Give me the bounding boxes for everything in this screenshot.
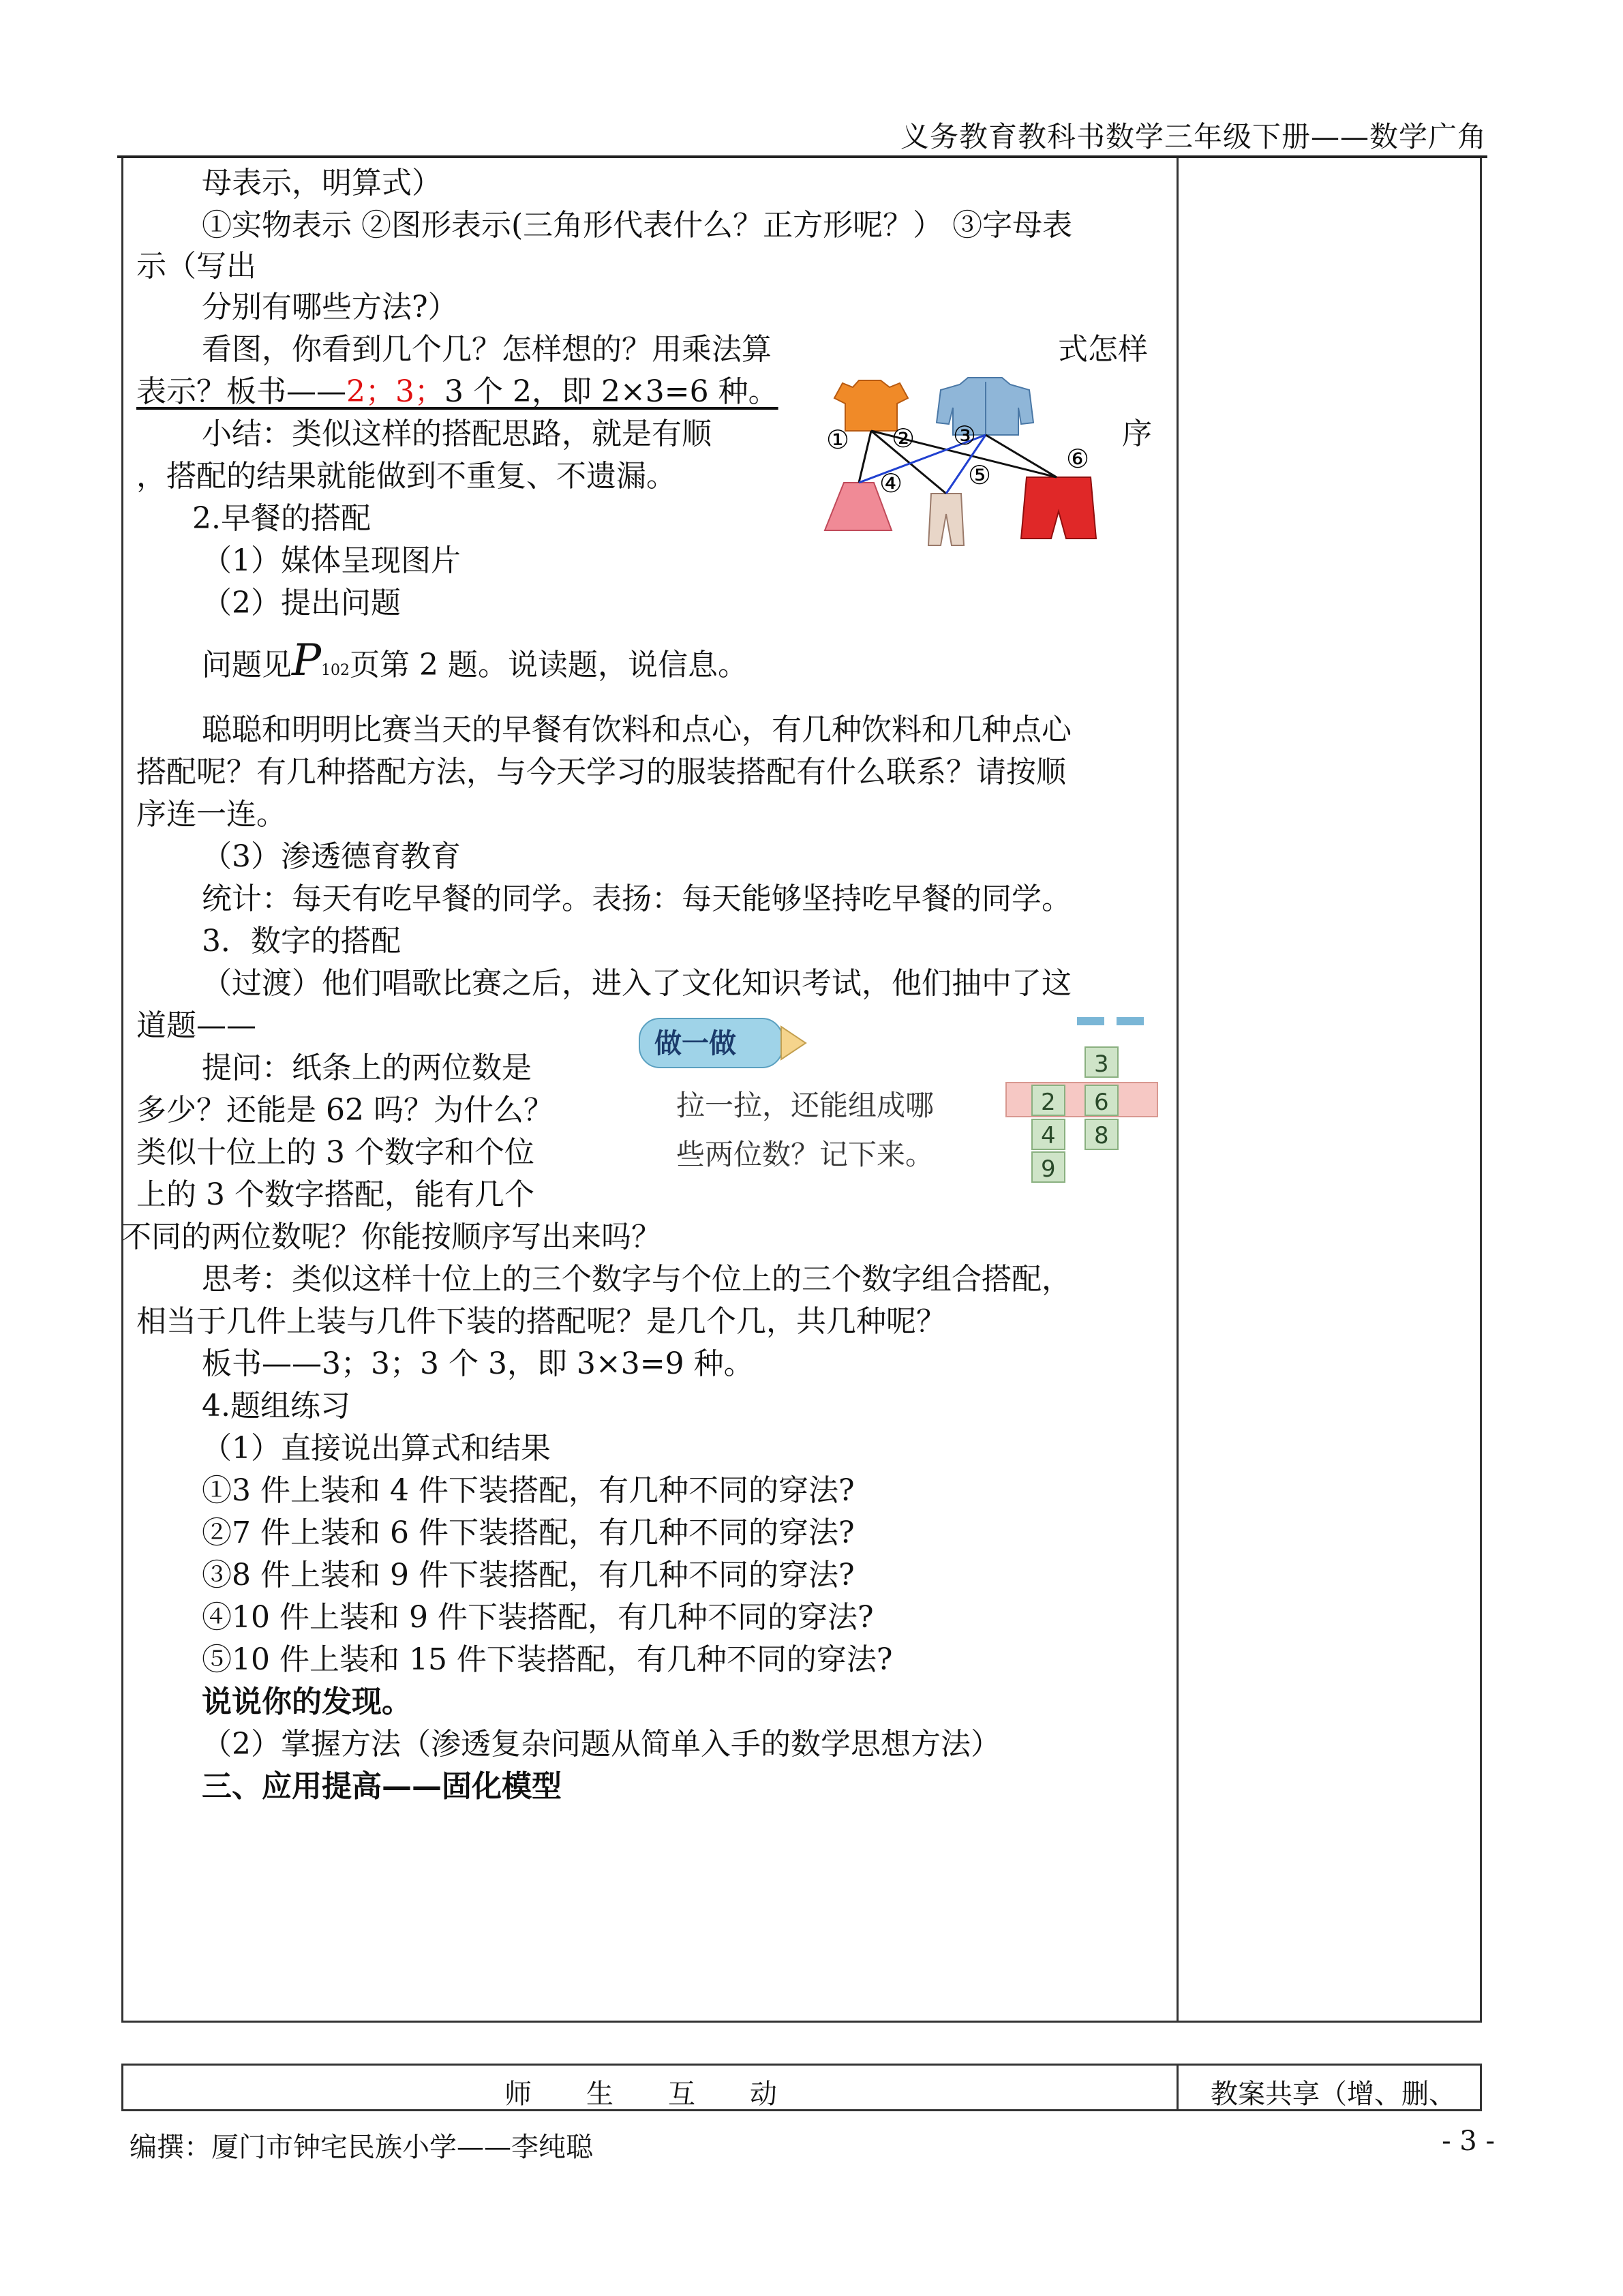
text-line: 相当于几件上装与几件下装的搭配呢？是几个几，共几种呢？ <box>136 1304 946 1339</box>
footer-divider <box>1177 2064 1179 2111</box>
interaction-header: 师 生 互 动 <box>504 2079 777 2110</box>
exercise-item: ①3 件上装和 4 件下装搭配，有几种不同的穿法? <box>202 1473 855 1508</box>
text-line: （2）提出问题 <box>202 586 401 620</box>
text-line: ①实物表示 ②图形表示(三角形代表什么？正方形呢？） ③字母表 <box>202 208 1073 243</box>
red-highlight: 2；3； <box>346 374 444 409</box>
text-line: （1）媒体呈现图片 <box>202 543 461 578</box>
ones-digit: 6 <box>1094 1089 1109 1116</box>
jacket-icon <box>937 378 1033 435</box>
top-mark <box>1077 1017 1104 1025</box>
exercise-item: ②7 件上装和 6 件下装搭配，有几种不同的穿法? <box>202 1515 855 1550</box>
page-number: - 3 - <box>1442 2126 1495 2157</box>
text-line: 提问：纸条上的两位数是 <box>202 1051 532 1085</box>
text-line: 序连一连。 <box>136 797 286 832</box>
match-label: ⑥ <box>1066 444 1090 474</box>
text-line: 统计：每天有吃早餐的同学。表扬：每天能够坚持吃早餐的同学。 <box>202 881 1072 916</box>
ones-digit: 8 <box>1094 1122 1109 1149</box>
section-heading: 三、应用提高——固化模型 <box>202 1769 562 1804</box>
tens-digit: 2 <box>1041 1089 1056 1116</box>
match-label: ⑤ <box>968 460 992 490</box>
text-line: 类似十位上的 3 个数字和个位 <box>136 1135 534 1170</box>
text-line: ，搭配的结果就能做到不重复、不遗漏。 <box>136 459 676 494</box>
section-heading: 3．数字的搭配 <box>202 924 401 958</box>
header-title: 义务教育教科书数学三年级下册——数学广角 <box>900 120 1487 153</box>
shorts-icon <box>1021 477 1096 539</box>
text-line: 上的 3 个数字搭配，能有几个 <box>136 1177 534 1212</box>
text-line: （2）掌握方法（渗透复杂问题从简单入手的数学思想方法） <box>202 1727 1001 1762</box>
caption-line-2: 些两位数？记下来。 <box>676 1138 935 1171</box>
text-line: 母表示，明算式） <box>202 166 442 200</box>
text-line: 示（写出 <box>136 249 256 284</box>
text-line: 式怎样 <box>1058 332 1148 367</box>
board-writing-line <box>136 371 778 413</box>
page-subscript: 102 <box>321 662 350 679</box>
text-line: （1）直接说出算式和结果 <box>202 1431 551 1466</box>
digits-card-figure <box>627 1009 1159 1186</box>
text-line: 道题—— <box>136 1008 256 1043</box>
text-line: 不同的两位数呢？你能按顺序写出来吗？ <box>121 1220 661 1254</box>
section-heading: 2.早餐的搭配 <box>192 501 371 536</box>
text-segment: 问题见 <box>202 648 292 682</box>
share-header: 教案共享（增、删、 <box>1211 2079 1456 2110</box>
tens-digit: 9 <box>1041 1155 1056 1183</box>
text-line: （3）渗透德育教育 <box>202 839 461 874</box>
match-label: ② <box>892 423 915 453</box>
author-credit: 编撰：厦门市钟宅民族小学——李纯聪 <box>130 2132 593 2163</box>
text-line: （过渡）他们唱歌比赛之后，进入了文化知识考试，他们抽中了这 <box>202 966 1072 1001</box>
column-divider <box>1177 158 1179 2023</box>
ones-digit: 3 <box>1094 1051 1109 1078</box>
match-line-1 <box>859 431 871 483</box>
text-segment: 3 个 2，即 2×3=6 种。 <box>444 374 778 409</box>
page-symbol: P <box>292 635 322 686</box>
exercise-item: ⑤10 件上装和 15 件下装搭配，有几种不同的穿法? <box>202 1642 893 1677</box>
exercise-item: ③8 件上装和 9 件下装搭配，有几种不同的穿法? <box>202 1558 855 1592</box>
badge-icon <box>639 1018 806 1068</box>
clothes-matching-figure <box>804 368 1118 559</box>
match-label: ④ <box>879 468 903 498</box>
tens-digit: 4 <box>1041 1122 1056 1149</box>
text-line: 思考：类似这样十位上的三个数字与个位上的三个数字组合搭配， <box>202 1262 1072 1297</box>
text-line <box>202 635 748 692</box>
text-line: 小结：类似这样的搭配思路，就是有顺 <box>202 417 712 451</box>
top-mark <box>1117 1017 1144 1025</box>
text-segment: 表示？板书—— <box>136 374 346 409</box>
text-line: 多少？还能是 62 吗？为什么？ <box>136 1093 553 1128</box>
text-line: 分别有哪些方法?） <box>202 290 458 324</box>
sliding-strip <box>1006 1083 1157 1117</box>
exercise-item: ④10 件上装和 9 件下装搭配，有几种不同的穿法? <box>202 1600 874 1635</box>
match-label: ① <box>826 425 850 455</box>
text-line: 看图，你看到几个几？怎样想的？用乘法算 <box>202 332 772 367</box>
match-label: ③ <box>953 421 977 451</box>
caption-line-1: 拉一拉，还能组成哪 <box>676 1089 935 1122</box>
text-line: 板书——3；3；3 个 3，即 3×3=9 种。 <box>202 1346 754 1381</box>
pants-icon <box>928 494 964 545</box>
badge-label: 做一做 <box>654 1028 736 1059</box>
match-line-6 <box>986 435 1057 477</box>
section-heading: 4.题组练习 <box>202 1389 350 1423</box>
text-line: 序 <box>1122 417 1152 451</box>
text-line: 搭配呢？有几种搭配方法，与今天学习的服装搭配有什么联系？请按顺 <box>136 755 1066 789</box>
text-segment: 页第 2 题。说读题，说信息。 <box>350 648 748 682</box>
text-line: 聪聪和明明比赛当天的早餐有饮料和点心，有几种饮料和几种点心 <box>202 712 1072 747</box>
emphasis-line: 说说你的发现。 <box>202 1685 412 1719</box>
